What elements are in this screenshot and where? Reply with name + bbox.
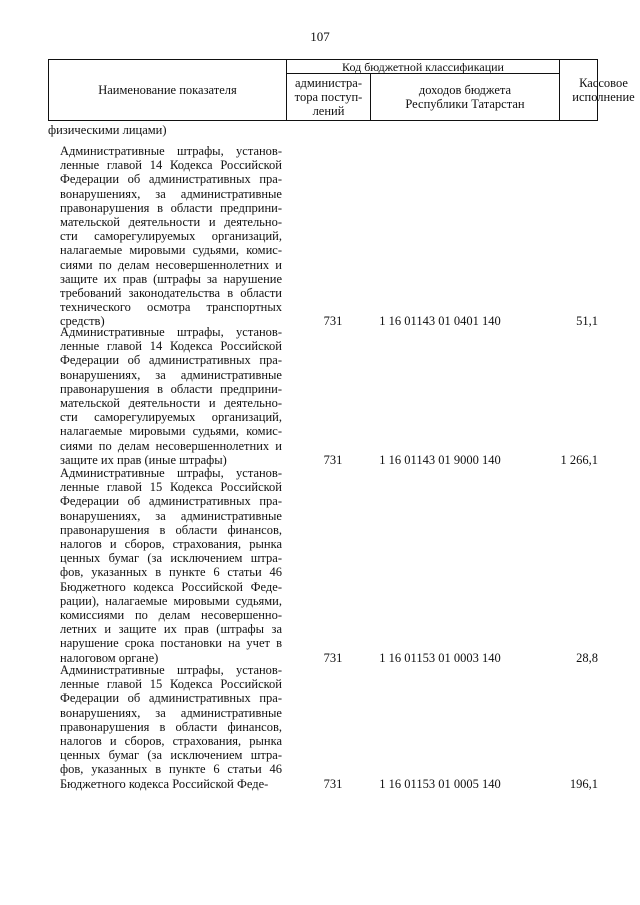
row-description-line: ленные главой 14 Кодекса Российской — [60, 158, 282, 173]
row-description-line: налагаемые мировыми судьями, комис- — [60, 424, 282, 439]
row-admin-code: 731 — [323, 452, 343, 467]
row-description-line: ценных бумаг (за исключением штра- — [60, 748, 282, 763]
row-description-line: Бюджетного кодекса Российской Феде- — [60, 776, 269, 791]
row-description-line: защите их прав (иные штрафы) — [60, 452, 227, 467]
row-amount: 1 266,1 — [560, 452, 598, 467]
header-admin-line: тора поступ- — [294, 90, 363, 104]
row-description-line: ленные главой 15 Кодекса Российской — [60, 480, 282, 495]
row-description-line: налогов и сборов, страхования, рынка — [60, 537, 282, 552]
row-description-line: правонарушения в области финансов, — [60, 719, 282, 734]
row-classification-code: 1 16 01153 01 0005 140 — [379, 776, 501, 791]
row-description-line: комиссиями по делам несовершенно- — [60, 608, 282, 623]
header-admin-line: лений — [312, 104, 345, 118]
row-description-line: правонарушения в области предприни- — [60, 381, 282, 396]
row-description — [60, 325, 282, 467]
row-description-line: мательской деятельности и деятельно- — [60, 396, 282, 411]
row-description-line: фов, указанных в пункте 6 статьи 46 — [60, 565, 282, 580]
row-admin-code: 731 — [323, 314, 343, 329]
row-description-line: Федерации об административных пра- — [60, 494, 282, 509]
header-classification-group: Код бюджетной классификации — [287, 60, 560, 74]
row-description-line: ценных бумаг (за исключением штра- — [60, 551, 282, 566]
row-description-line: Административные штрафы, установ- — [60, 144, 282, 158]
row-description-line: средств) — [60, 314, 105, 329]
row-description-line: сти саморегулируемых организаций, — [60, 229, 282, 244]
row-description-line: Федерации об административных пра- — [60, 691, 282, 706]
row-description-line: требований законодательства в области — [60, 286, 282, 301]
header-execution-column — [560, 60, 640, 120]
row-admin-code: 731 — [323, 776, 343, 791]
row-classification-code: 1 16 01143 01 0401 140 — [379, 314, 501, 329]
row-description-line: вонарушениях, за административные — [60, 705, 282, 720]
row-description-line: налагаемые мировыми судьями, комис- — [60, 243, 282, 258]
header-revenue-line: доходов бюджета — [418, 83, 512, 97]
row-amount: 28,8 — [576, 650, 598, 665]
row-description-line: фов, указанных в пункте 6 статьи 46 — [60, 762, 282, 777]
row-description-line: сти саморегулируемых организаций, — [60, 410, 282, 425]
row-description-line: налогов и сборов, страхования, рынка — [60, 734, 282, 749]
row-classification-code: 1 16 01143 01 9000 140 — [379, 452, 501, 467]
row-description-line: летних и защите их прав (штрафы за — [60, 622, 282, 637]
row-description — [60, 663, 282, 791]
row-description-line: нарушение срока постановки на учет в — [60, 636, 282, 651]
header-revenue-column — [371, 74, 560, 120]
row-description-line: Административные штрафы, установ- — [60, 466, 282, 480]
row-admin-code: 731 — [323, 650, 343, 665]
row-description-line: вонарушениях, за административные — [60, 186, 282, 201]
row-description — [60, 466, 282, 665]
header-admin-column — [287, 74, 371, 120]
row-description-line: вонарушениях, за административные — [60, 508, 282, 523]
row-description-line: мательской деятельности и деятельно- — [60, 215, 282, 230]
row-description-line: сиями по делам несовершеннолетних и — [60, 257, 282, 272]
row-description-line: Административные штрафы, установ- — [60, 325, 282, 339]
header-execution-line: исполнение — [572, 90, 635, 104]
row-description-line: налоговом органе) — [60, 650, 159, 665]
row-classification-code: 1 16 01153 01 0003 140 — [379, 650, 501, 665]
row-description-line: сиями по делам несовершеннолетних и — [60, 438, 282, 453]
row-description-line: Административные штрафы, установ- — [60, 663, 282, 677]
row-amount: 196,1 — [569, 776, 598, 791]
row-amount: 51,1 — [576, 314, 598, 329]
header-execution-line: Кассовое — [579, 76, 628, 90]
row-description — [60, 144, 282, 329]
row-description-line: ленные главой 14 Кодекса Российской — [60, 339, 282, 354]
row-description-line: Федерации об административных пра- — [60, 353, 282, 368]
header-revenue-line: Республики Татарстан — [405, 97, 525, 111]
row-description-line: правонарушения в области финансов, — [60, 522, 282, 537]
row-description-line: технического осмотра транспортных — [60, 300, 282, 315]
header-name-column: Наименование показателя — [49, 60, 287, 120]
row-description-line: вонарушениях, за административные — [60, 367, 282, 382]
row-description-line: ленные главой 15 Кодекса Российской — [60, 677, 282, 692]
row-description-line: Федерации об административных пра- — [60, 172, 282, 187]
row-description-line: правонарушения в области предприни- — [60, 200, 282, 215]
page-number: 107 — [310, 29, 330, 44]
table-header — [48, 59, 635, 121]
header-admin-line: администра- — [294, 76, 362, 90]
row-description-line: рации), налагаемые мировыми судьями, — [60, 593, 282, 608]
row-description-line: защите их прав (штрафы за нарушение — [60, 271, 282, 286]
continuation-text: физическими лицами) — [48, 123, 167, 137]
row-description-line: Бюджетного кодекса Российской Феде- — [60, 579, 282, 594]
